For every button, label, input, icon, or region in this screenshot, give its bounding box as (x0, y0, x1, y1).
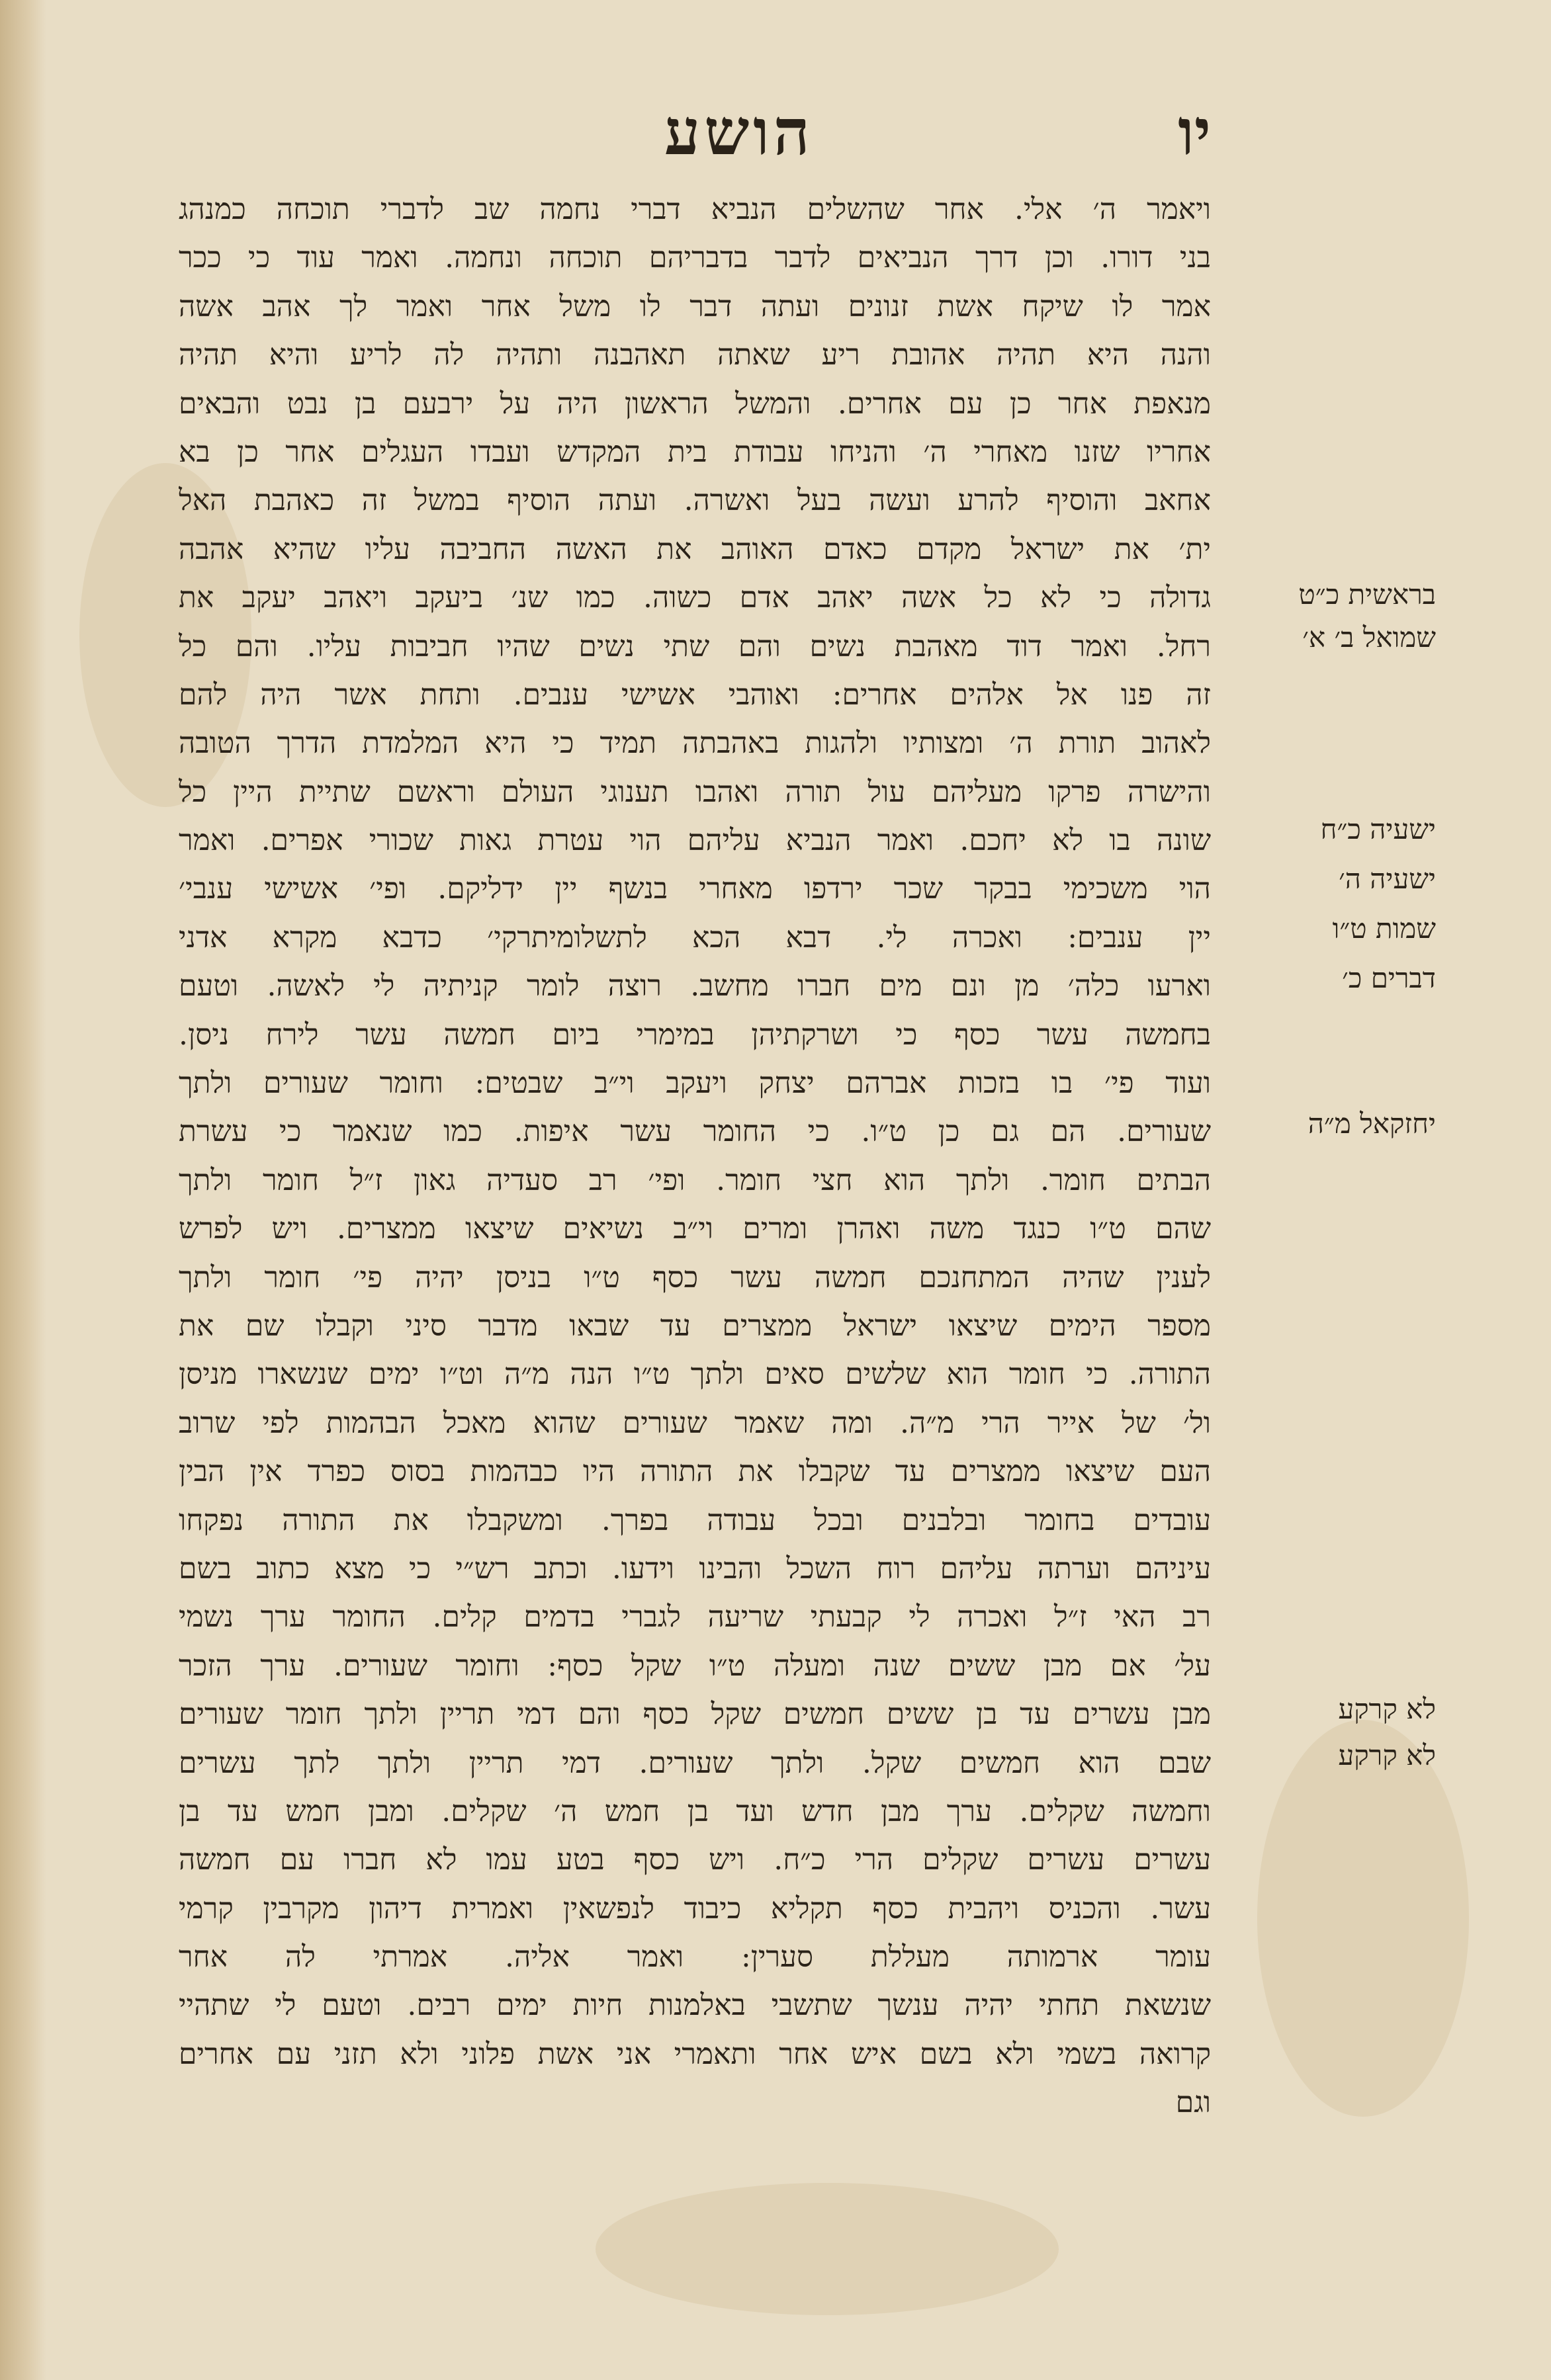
text-line: שבם הוא חמשים שקל. ולתך שעורים. דמי תריין ולתך לתך עשרים (179, 1746, 1211, 1780)
text-line: שנשאת תחתי יהיה ענשך שתשבי באלמנות חיות ימים רבים. וטעם לי שתהיי (179, 1988, 1211, 2023)
text-line: לענין שהיה המתחנכם חמשה עשר כסף ט״ו בניסן יהיה פי׳ חומר ולתך (179, 1260, 1211, 1295)
running-header (179, 93, 1211, 172)
text-line: יין ענבים: ואכרה לי. דבא הכא לתשלומיתרקי׳ כדבא מקרא אדני (179, 920, 1211, 955)
paper-edge-shadow (0, 0, 46, 2380)
text-line: עובדים בחומר ובלבנים ובכל עבודה בפרך. ומשקבלו את התורה נפקחו (179, 1503, 1211, 1537)
text-line: עיניהם וערתה עליהם רוח השכל והבינו וידעו. וכתב רש״י כי מצא כתוב בשם (179, 1551, 1211, 1586)
text-line: וחמשה שקלים. ערך מבן חדש ועד בן חמש ה׳ שקלים. ומבן חמש עד בן (179, 1794, 1211, 1828)
commentary-text-block (179, 185, 1211, 2127)
book-title: הושע (664, 95, 814, 169)
text-line: אחאב והוסיף להרע ועשה בעל ואשרה. ועתה הוסיף במשל זה כאהבת האל (179, 484, 1211, 518)
margin-note: ישעיה כ״ח (1320, 813, 1436, 845)
text-line: מנאפת אחר כן עם אחרים. והמשל הראשון היה על ירבעם בן נבט והבאים (179, 386, 1211, 421)
text-line: גדולה כי לא כל אשה יאהב אדם כשוה. כמו שנ׳ ביעקב ויאהב יעקב את (179, 581, 1211, 615)
text-line: בני דורו. וכן דרך הנביאים לדבר בדבריהם תוכחה ונחמה. ואמר עוד כי ככר (179, 241, 1211, 275)
text-line: עומר ארמותה מעללת סערין: ואמר אליה. אמרתי לה אחר (179, 1940, 1211, 1975)
text-line: וארעו כלה׳ מן ונם מים חברו מחשב. רוצה לומר קניתיה לי לאשה. וטעם (179, 969, 1211, 1003)
text-line: רב האי ז״ל ואכרה לי קבעתי שריעה לגברי בדמים קלים. החומר ערך נשמי (179, 1600, 1211, 1635)
text-line: התורה. כי חומר הוא שלשים סאים ולתך ט״ו הנה מ״ה וט״ו ימים שנשארו מניסן (179, 1357, 1211, 1392)
text-line: מבן עשרים עד בן ששים חמשים שקל כסף והם דמי תריין ולתך חומר שעורים (179, 1697, 1211, 1732)
text-line: והישרה פרקו מעליהם עול תורה ואהבו תענוגי העולם וראשם שתיית היין כל (179, 775, 1211, 809)
text-line: עשר. והכניס ויהבית כסף תקליא כיבוד לנפשאין ואמרית דיהון מקרבין קרמי (179, 1891, 1211, 1926)
text-line: לאהוב תורת ה׳ ומצותיו ולהגות באהבתה תמיד כי היא המלמדת הדרך הטובה (179, 726, 1211, 761)
margin-note: שמואל ב׳ א׳ (1302, 621, 1436, 654)
text-line: הוי משכימי בבקר שכר ירדפו מאחרי בנשף יין ידליקם. ופי׳ אשישי ענבי׳ (179, 872, 1211, 906)
text-line: העם שיצאו ממצרים עד שקבלו את התורה היו כבהמות בסוס כפרד אין הבין (179, 1455, 1211, 1489)
text-line: זה פנו אל אלהים אחרים: ואוהבי אשישי ענבים. ותחת אשר היה להם (179, 677, 1211, 712)
text-line: והנה היא תהיה אהובת ריע שאתה תאהבנה ותהיה לה לריע והיא תהיה (179, 338, 1211, 372)
text-line: שונה בו לא יחכם. ואמר הנביא עליהם הוי עטרת גאות שכורי אפרים. ואמר (179, 824, 1211, 858)
text-line: ויאמר ה׳ אלי. אחר שהשלים הנביא דברי נחמה שב לדברי תוכחה כמנהג (179, 192, 1211, 226)
margin-note: לא קרקע (1338, 1693, 1436, 1725)
page-number: יו (1178, 95, 1211, 169)
margin-note: ישעיה ה׳ (1339, 863, 1436, 895)
text-line: עשרים עשרים שקלים הרי כ״ח. ויש כסף בטע עמו לא חברו עם חמשה (179, 1843, 1211, 1877)
text-line: אחריו שזנו מאחרי ה׳ והניחו עבודת בית המקדש ועבדו העגלים אחר כן בא (179, 435, 1211, 469)
text-line: הבתים חומר. ולתך הוא חצי חומר. ופי׳ רב סעדיה גאון ז״ל חומר ולתך (179, 1163, 1211, 1197)
text-line: שהם ט״ו כנגד משה ואהרן ומרים וי״ב נשיאים שיצאו ממצרים. ויש לפרש (179, 1212, 1211, 1246)
text-line: מספר הימים שיצאו ישראל ממצרים עד שבאו מדבר סיני וקבלו שם את (179, 1308, 1211, 1343)
margin-note: דברים כ׳ (1342, 962, 1436, 994)
text-line: ול׳ של אייר הרי מ״ה. ומה שאמר שעורים שהוא מאכל הבהמות לפי שרוב (179, 1406, 1211, 1440)
text-line: אמר לו שיקח אשת זנונים ועתה דבר לו משל אחר ואמר לך אהב אשה (179, 289, 1211, 323)
text-line: בחמשה עשר כסף כי ושרקתיהן במימרי ביום חמשה עשר לירח ניסן. (179, 1017, 1211, 1052)
margin-references (1237, 0, 1436, 2380)
catchword: וגם (1175, 2086, 1211, 2120)
text-line: רחל. ואמר דוד מאהבת נשים והם שתי נשים שהיו חביבות עליו. והם כל (179, 629, 1211, 663)
margin-note: שמות ט״ו (1332, 912, 1436, 945)
margin-note: יחזקאל מ״ה (1307, 1107, 1436, 1140)
text-line: ועוד פי׳ בו בזכות אברהם יצחק ויעקב וי״ב שבטים: וחומר שעורים ולתך (179, 1066, 1211, 1101)
paper-stain (596, 2183, 1059, 2315)
margin-note: בראשית כ״ט (1298, 578, 1436, 611)
text-line: ית׳ את ישראל מקדם כאדם האוהב את האשה החביבה עליו שהיא אהבה (179, 532, 1211, 566)
margin-note: לא קרקע (1338, 1739, 1436, 1771)
text-line: על׳ אם מבן ששים שנה ומעלה ט״ו שקל כסף: וחומר שעורים. ערך הזכר (179, 1648, 1211, 1683)
text-line: קרואה בשמי ולא בשם איש אחר ותאמרי אני אשת פלוני ולא תזני עם אחרים (179, 2037, 1211, 2071)
text-line: שעורים. הם גם כן ט״ו. כי החומר עשר איפות. כמו שנאמר כי עשרת (179, 1115, 1211, 1149)
